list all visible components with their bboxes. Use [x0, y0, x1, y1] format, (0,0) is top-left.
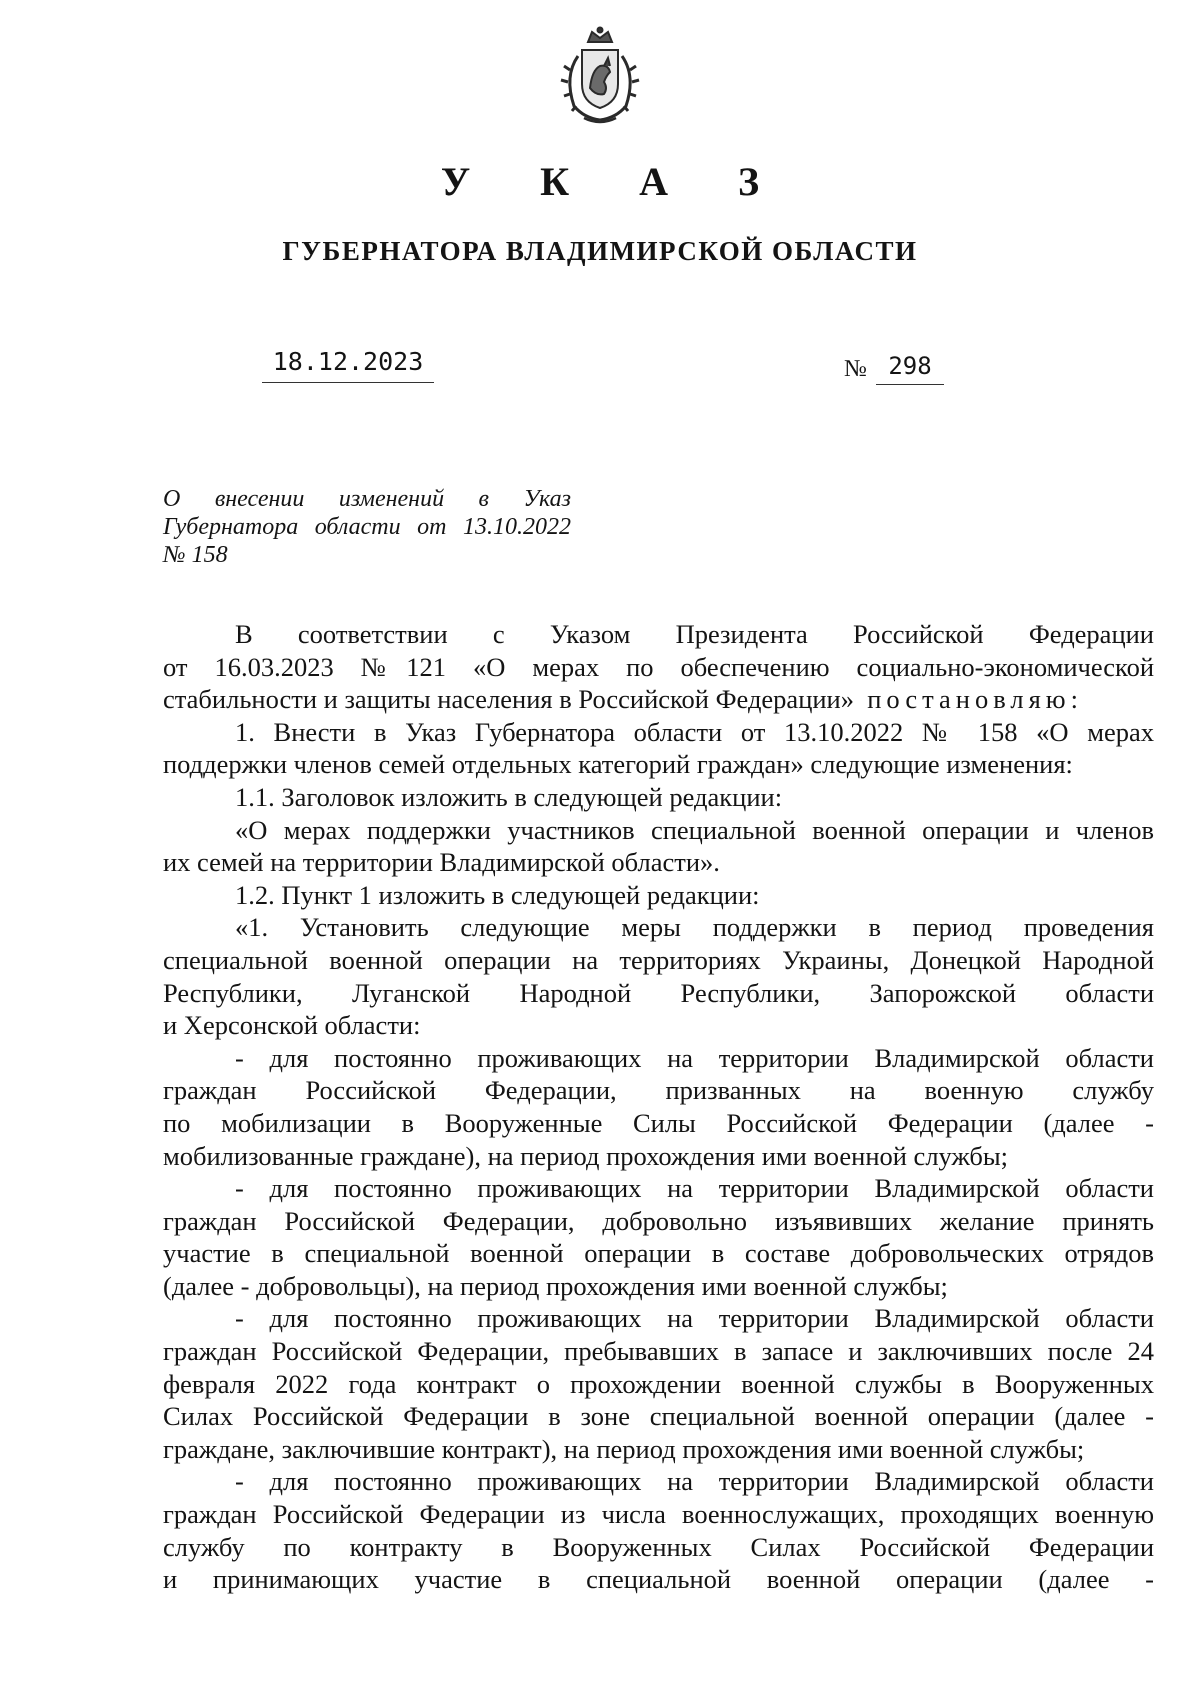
body-line: граждан Российской Федерации, пребывавших в запасе и заключивших после 24: [163, 1336, 1154, 1367]
body-line: граждан Российской Федерации из числа военнослужащих, проходящих военную: [163, 1499, 1154, 1530]
body-line: Республики, Луганской Народной Республики, Запорожской области: [163, 977, 1154, 1008]
document-subtitle: ГУБЕРНАТОРА ВЛАДИМИРСКОЙ ОБЛАСТИ: [282, 236, 918, 266]
body-line: от 16.03.2023 №121 «О мерах по обеспечению социально-экономической: [163, 651, 1154, 682]
resolution-word: постановляю:: [867, 684, 1083, 715]
body-line: граждан Российской Федерации, призванных на военную службу: [163, 1075, 1154, 1106]
body-line: стабильности и защиты населения в Российской Федерации»: [163, 684, 854, 715]
body-line: по мобилизации в Вооруженные Силы Российской Федерации (далее -: [163, 1107, 1154, 1138]
body-line: февраля 2022 года контракт о прохождении военной службы в Вооруженных: [163, 1368, 1154, 1399]
body-line: и принимающих участие в специальной военной операции (далее -: [163, 1564, 1154, 1595]
subject-line: Губернатора области от 13.10.2022: [163, 514, 571, 540]
body-line: мобилизованные граждане), на период прохождения ими военной службы;: [163, 1140, 1009, 1171]
document-subject: [163, 485, 571, 569]
document-number: 298: [876, 352, 944, 385]
body-line: В соответствии с Указом Президента Российской Федерации: [235, 619, 1154, 649]
document-title: У К А З: [440, 159, 790, 204]
coat-of-arms-icon: [548, 26, 652, 126]
body-line: специальной военной операции на территориях Украины, Донецкой Народной: [163, 944, 1154, 975]
body-line: и Херсонской области:: [163, 1010, 421, 1041]
number-sign: №: [844, 356, 867, 382]
body-line: 1.2. Пункт 1 изложить в следующей редакции:: [235, 879, 760, 910]
body-line: их семей на территории Владимирской области».: [163, 847, 720, 878]
subject-line: № 158: [163, 542, 228, 568]
body-line: - для постоянно проживающих на территории Владимирской области: [235, 1466, 1154, 1497]
body-line: (далее - добровольцы), на период прохождения ими военной службы;: [163, 1270, 948, 1301]
document-body: [163, 618, 1154, 1596]
body-line: Силах Российской Федерации в зоне специальной военной операции (далее -: [163, 1401, 1154, 1432]
body-line: поддержки членов семей отдельных категорий граждан» следующие изменения:: [163, 749, 1073, 780]
document-date: 18.12.2023: [262, 347, 434, 383]
subject-line: О внесении изменений в Указ: [163, 486, 571, 512]
body-line: участие в специальной военной операции в составе добровольческих отрядов: [163, 1238, 1154, 1269]
body-line: граждане, заключившие контракт), на период прохождения ими военной службы;: [163, 1433, 1085, 1464]
body-line: 1. Внести в Указ Губернатора области от 13.10.2022 № 158 «О мерах: [235, 716, 1154, 747]
body-line: - для постоянно проживающих на территории Владимирской области: [235, 1042, 1154, 1073]
body-line: «О мерах поддержки участников специальной военной операции и членов: [235, 814, 1154, 845]
body-line: 1.1. Заголовок изложить в следующей редакции:: [235, 781, 783, 812]
body-line: «1. Установить следующие меры поддержки в период проведения: [235, 912, 1154, 943]
body-line: граждан Российской Федерации, добровольно изъявивших желание принять: [163, 1205, 1154, 1236]
body-line: - для постоянно проживающих на территории Владимирской области: [235, 1303, 1154, 1334]
body-line: - для постоянно проживающих на территории Владимирской области: [235, 1173, 1154, 1204]
body-line-resolution: [163, 683, 1154, 716]
body-line: службу по контракту в Вооруженных Силах Российской Федерации: [163, 1531, 1154, 1562]
